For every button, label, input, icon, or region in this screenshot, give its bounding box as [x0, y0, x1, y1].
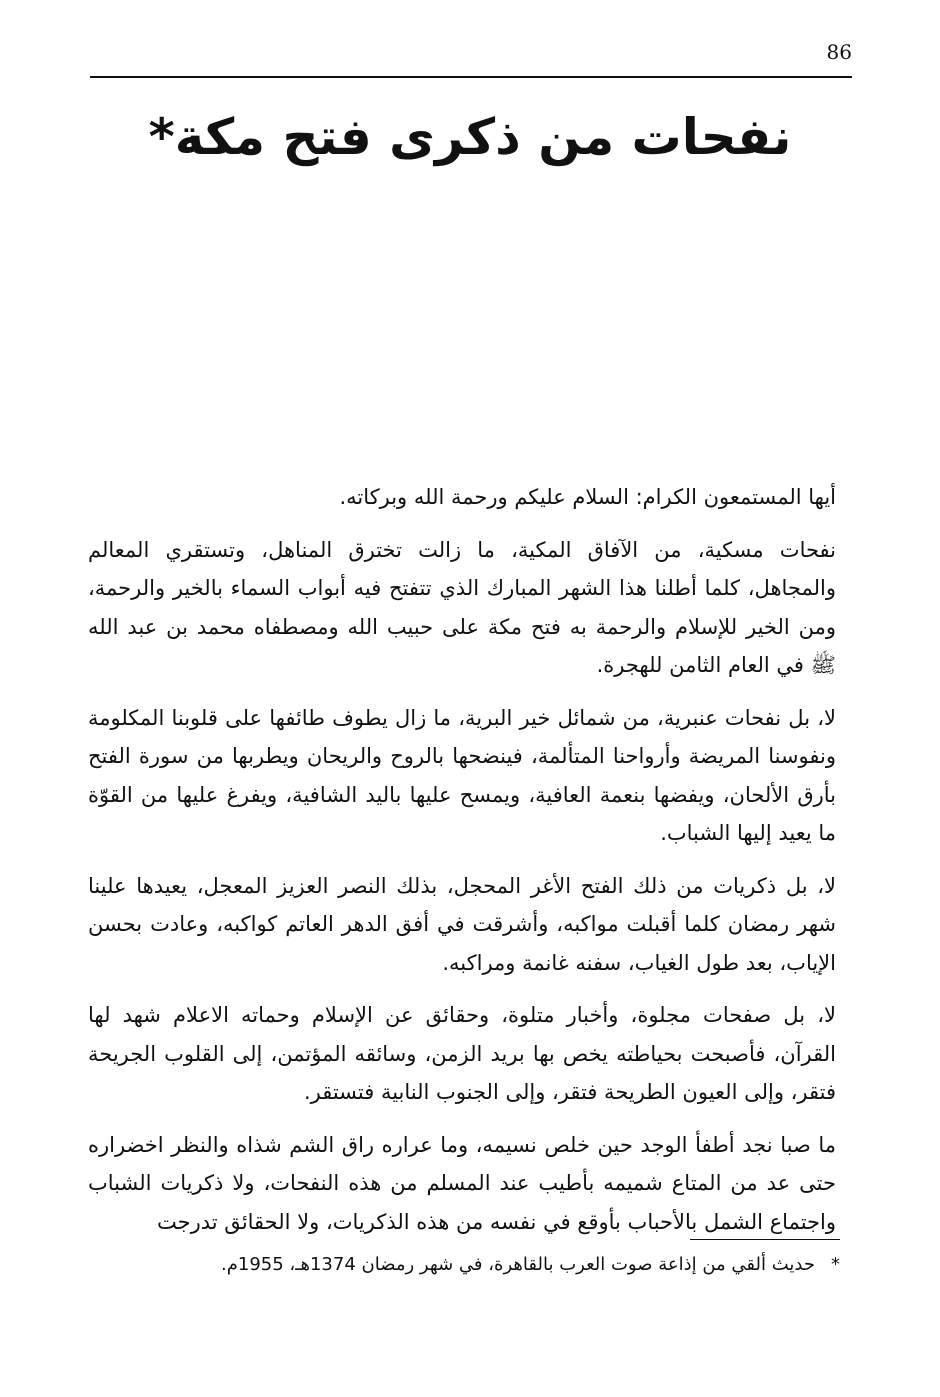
- body-text: [88, 478, 836, 1255]
- paragraph: لا، بل صفحات مجلوة، وأخبار متلوة، وحقائق عن الإسلام وحماته الاعلام شهد لها القرآن، فأصبحت بحياطته يخص بها بريد الزمن، وسائقه المؤتمن، إلى القلوب الجريحة فتقر، وإلى العيون الطريحة فتقر، وإلى الجنوب النابية فتستقر.: [88, 1003, 836, 1104]
- footnote-marker: *: [831, 1254, 840, 1275]
- footnote-text: حديث ألقي من إذاعة صوت العرب بالقاهرة، في شهر رمضان 1374هـ، 1955م.: [221, 1254, 815, 1275]
- paragraph: نفحات مسكية، من الآفاق المكية، ما زالت تخترق المناهل، وتستقري المعالم والمجاهل، كلما أطلنا هذا الشهر المبارك الذي تتفتح فيه أبواب السماء بالخير والرحمة، ومن الخير للإسلام والرحمة به فتح مكة على حبيب الله ومصطفاه محمد بن عبد الله ﷺ في العام الثامن للهجرة.: [88, 537, 836, 677]
- footnote: [140, 1250, 840, 1280]
- header-rule: [90, 76, 852, 78]
- paragraph-greeting: أيها المستمعون الكرام: السلام عليكم ورحمة الله وبركاته.: [339, 485, 836, 509]
- chapter-title: نفحات من ذكرى فتح مكة*: [148, 108, 792, 166]
- page-number: 86: [826, 40, 852, 64]
- footnote-rule: [690, 1239, 840, 1240]
- paragraph: لا، بل نفحات عنبرية، من شمائل خير البرية، ما زال يطوف طائفها على قلوبنا المكلومة ونفوسنا المريضة وأرواحنا المتألمة، فينضحها بالروح والريحان ويطربها من سورة الفتح بأرق الألحان، ويفضها بنعمة العافية، ويمسح عليها باليد الشافية، ويفرغ عليها من القوّة ما يعيد إليها الشباب.: [88, 705, 836, 845]
- paragraph: ما صبا نجد أطفأ الوجد حين خلص نسيمه، وما عراره راق الشم شذاه والنظر اخضراره حتى عد من المتاع شميمه بأطيب عند المسلم من هذه النفحات، ولا ذكريات الشباب واجتماع الشمل بالأحباب بأوقع في نفسه من هذه الذكريات، ولا الحقائق تدرجت: [88, 1132, 836, 1234]
- paragraph: لا، بل ذكريات من ذلك الفتح الأغر المحجل، بذلك النصر العزيز المعجل، يعيدها علينا شهر رمضان كلما أقبلت مواكبه، وأشرقت في أفق الدهر العاتم كواكبه، وعادت بحسن الإياب، بعد طول الغياب، سفنه غانمة ومراكبه.: [88, 873, 836, 975]
